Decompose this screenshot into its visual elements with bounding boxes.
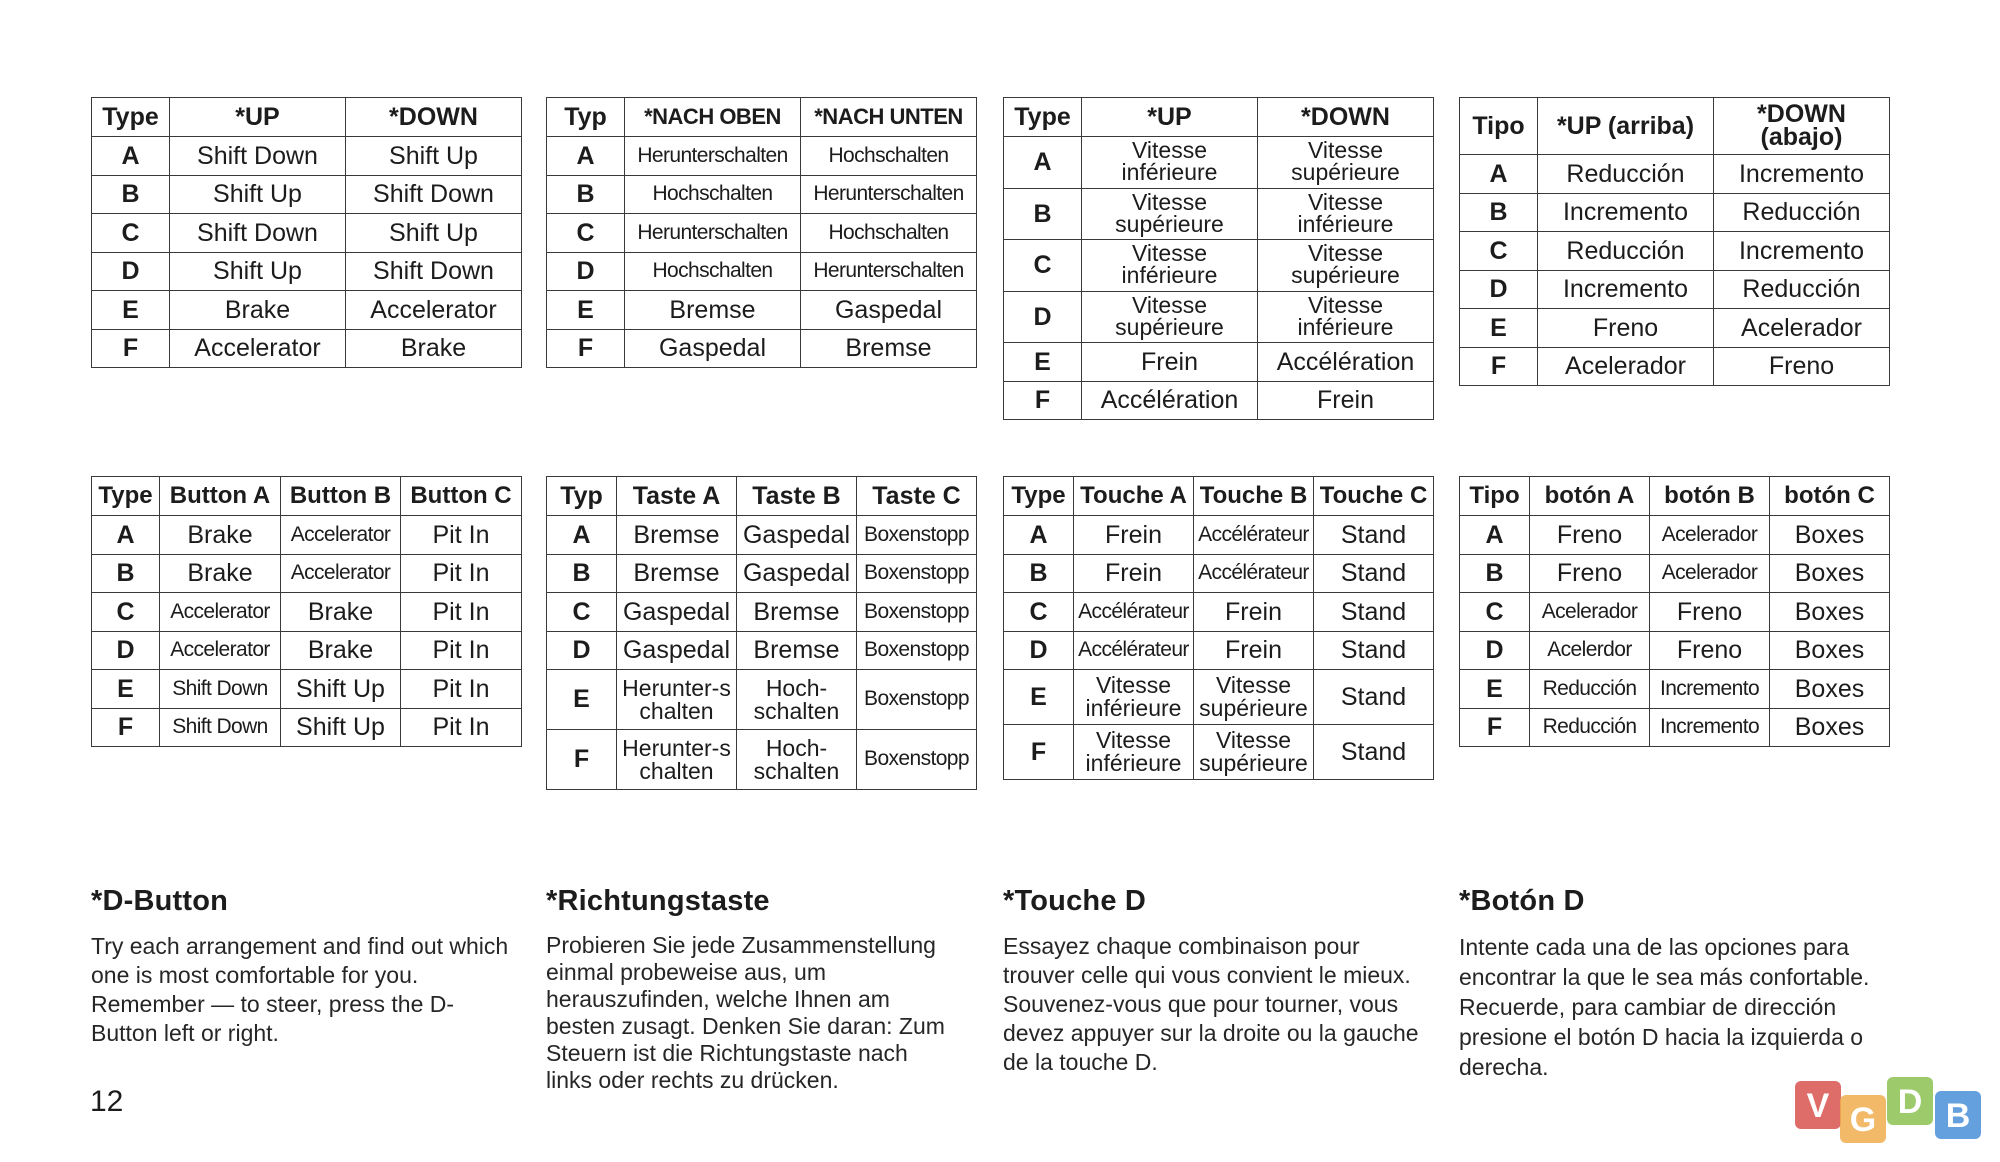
table-cell: Bremse: [617, 516, 737, 555]
section-heading: *Touche D: [1003, 885, 1147, 917]
table-cell: Brake: [170, 291, 346, 330]
table-row: [92, 137, 522, 176]
table-row: [1460, 670, 1890, 709]
type-cell: B: [1004, 188, 1082, 240]
type-cell: F: [1004, 725, 1074, 780]
table-cell: Brake: [346, 329, 522, 368]
type-cell: F: [1460, 708, 1530, 747]
type-cell: F: [92, 329, 170, 368]
type-cell: E: [1460, 670, 1530, 709]
table-header: *DOWN: [1258, 98, 1434, 137]
table-cell: Boxes: [1770, 554, 1890, 593]
updown-table-spanish: [1459, 97, 1890, 386]
table-row: [1004, 240, 1434, 292]
table-cell: Vitesse supérieure: [1082, 291, 1258, 343]
table-header: Touche B: [1194, 477, 1314, 516]
table-cell: Shift Down: [170, 137, 346, 176]
table-cell: Shift Up: [281, 708, 401, 747]
type-cell: B: [1004, 554, 1074, 593]
updown-table-french: [1003, 97, 1434, 420]
table-cell: Acelerdor: [1530, 631, 1650, 670]
table-cell: Stand: [1314, 631, 1434, 670]
table-cell: Brake: [160, 554, 281, 593]
table-cell: Accelerator: [170, 329, 346, 368]
section-body: Probieren Sie jede Zusammenstellung einmal probeweise aus, um herauszufinden, welche Ihnen am besten zusagt. Denken Sie daran: Zum Steuern ist die Richtungstaste nach links oder rechts zu drücken.: [546, 932, 945, 1093]
table-cell: Hoch-schalten: [737, 670, 857, 730]
table-row: [92, 631, 522, 670]
table-cell: Reducción: [1530, 708, 1650, 747]
section-body: Intente cada una de las opciones para encontrar la que le sea más confortable. Recuerde, para cambiar de dirección presione el botón D hacia la izquierda o derecha.: [1459, 934, 1870, 1080]
table-header: Button B: [281, 477, 401, 516]
table-row: [547, 291, 977, 330]
table-cell: Pit In: [401, 670, 522, 709]
table-cell: Hochschalten: [801, 137, 977, 176]
type-cell: E: [92, 670, 160, 709]
table-cell: Freno: [1530, 516, 1650, 555]
table-header: Type: [92, 477, 160, 516]
table-cell: Boxenstopp: [857, 670, 977, 730]
type-cell: B: [92, 554, 160, 593]
table-cell: Reducción: [1714, 193, 1890, 232]
table-cell: Brake: [281, 631, 401, 670]
table-header: Touche C: [1314, 477, 1434, 516]
table-cell: Acelerador: [1538, 347, 1714, 386]
table-header: Taste A: [617, 477, 737, 516]
table-cell: Accélération: [1258, 343, 1434, 382]
table-header: Taste C: [857, 477, 977, 516]
table-cell: Shift Down: [170, 214, 346, 253]
table-cell: Vitesse supérieure: [1082, 188, 1258, 240]
table-cell: Shift Up: [170, 252, 346, 291]
table-cell: Boxenstopp: [857, 730, 977, 790]
table-row: [1004, 188, 1434, 240]
table-row: [547, 329, 977, 368]
watermark-letter: V: [1806, 1087, 1830, 1125]
section-english: [91, 885, 531, 1048]
table-cell: Hoch-schalten: [737, 730, 857, 790]
table-cell: Stand: [1314, 670, 1434, 725]
table-cell: Freno: [1530, 554, 1650, 593]
table-row: [92, 291, 522, 330]
type-cell: D: [1460, 270, 1538, 309]
table-cell: Reducción: [1538, 232, 1714, 271]
table-cell: Gaspedal: [737, 516, 857, 555]
table-cell: Hochschalten: [801, 214, 977, 253]
type-cell: D: [1460, 631, 1530, 670]
watermark-tile-g: [1840, 1095, 1886, 1143]
table-header: *UP: [170, 98, 346, 137]
table-header: botón A: [1530, 477, 1650, 516]
table-header: botón B: [1650, 477, 1770, 516]
table-cell: Gaspedal: [801, 291, 977, 330]
type-cell: A: [1004, 137, 1082, 189]
table-cell: Acelerador: [1650, 516, 1770, 555]
watermark-letter: B: [1945, 1097, 1971, 1135]
table-cell: Stand: [1314, 593, 1434, 632]
table-row: [92, 593, 522, 632]
table-row: [1004, 554, 1434, 593]
table-row: [1460, 309, 1890, 348]
table-header: *NACH OBEN: [625, 98, 801, 137]
table-cell: Herunterschalten: [625, 137, 801, 176]
table-cell: Shift Down: [346, 252, 522, 291]
updown-table-german: [546, 97, 977, 368]
type-cell: C: [1004, 240, 1082, 292]
table-cell: Reducción: [1538, 155, 1714, 194]
type-cell: E: [1460, 309, 1538, 348]
type-cell: B: [1460, 193, 1538, 232]
table-row: [547, 175, 977, 214]
table-cell: Vitesse inférieure: [1258, 188, 1434, 240]
table-header: Typ: [547, 477, 617, 516]
section-german: [546, 885, 986, 1094]
table-cell: Acelerador: [1714, 309, 1890, 348]
type-cell: E: [547, 291, 625, 330]
table-header: Type: [1004, 98, 1082, 137]
table-cell: Incremento: [1714, 155, 1890, 194]
table-cell: Boxenstopp: [857, 554, 977, 593]
type-cell: F: [92, 708, 160, 747]
table-row: [1460, 516, 1890, 555]
table-cell: Vitesse inférieure: [1082, 240, 1258, 292]
type-cell: B: [547, 175, 625, 214]
table-cell: Accelerator: [160, 593, 281, 632]
table-cell: Accelerator: [281, 516, 401, 555]
type-cell: C: [92, 593, 160, 632]
type-cell: F: [547, 329, 625, 368]
table-row: [92, 708, 522, 747]
type-cell: E: [547, 670, 617, 730]
table-cell: Boxes: [1770, 593, 1890, 632]
table-cell: Boxenstopp: [857, 516, 977, 555]
type-cell: A: [547, 516, 617, 555]
section-french: [1003, 885, 1443, 1077]
table-cell: Frein: [1074, 516, 1194, 555]
section-heading: *D-Button: [91, 885, 229, 917]
table-row: [1004, 593, 1434, 632]
table-row: [547, 252, 977, 291]
table-cell: Boxenstopp: [857, 593, 977, 632]
button-table-spanish: [1459, 476, 1890, 747]
type-cell: B: [1460, 554, 1530, 593]
table-row: [547, 670, 977, 730]
table-row: [92, 554, 522, 593]
type-cell: B: [92, 175, 170, 214]
button-table-english: [91, 476, 522, 747]
type-cell: C: [547, 593, 617, 632]
table-cell: Frein: [1074, 554, 1194, 593]
table-cell: Stand: [1314, 516, 1434, 555]
table-cell: Vitesse inférieure: [1074, 670, 1194, 725]
type-cell: E: [1004, 343, 1082, 382]
table-cell: Gaspedal: [617, 593, 737, 632]
table-header: *UP: [1082, 98, 1258, 137]
table-cell: Hochschalten: [625, 175, 801, 214]
section-spanish: [1459, 885, 1899, 1082]
table-row: [547, 730, 977, 790]
table-cell: Incremento: [1650, 670, 1770, 709]
table-cell: Incremento: [1538, 193, 1714, 232]
table-header: Type: [1004, 477, 1074, 516]
table-row: [1004, 725, 1434, 780]
table-cell: Vitesse inférieure: [1082, 137, 1258, 189]
table-cell: Frein: [1194, 593, 1314, 632]
table-cell: Gaspedal: [625, 329, 801, 368]
table-row: [547, 554, 977, 593]
type-cell: C: [92, 214, 170, 253]
table-cell: Pit In: [401, 708, 522, 747]
table-row: [547, 516, 977, 555]
table-cell: Pit In: [401, 593, 522, 632]
table-cell: Stand: [1314, 554, 1434, 593]
table-cell: Accelerator: [160, 631, 281, 670]
table-row: [1004, 343, 1434, 382]
button-table-german: [546, 476, 977, 790]
table-cell: Shift Up: [346, 137, 522, 176]
table-cell: Bremse: [737, 593, 857, 632]
table-row: [547, 593, 977, 632]
type-cell: A: [92, 137, 170, 176]
table-cell: Brake: [281, 593, 401, 632]
table-cell: Hochschalten: [625, 252, 801, 291]
table-header: Touche A: [1074, 477, 1194, 516]
type-cell: A: [1004, 516, 1074, 555]
table-cell: Gaspedal: [737, 554, 857, 593]
table-cell: Bremse: [617, 554, 737, 593]
type-cell: C: [1460, 593, 1530, 632]
type-cell: A: [1460, 516, 1530, 555]
table-row: [1004, 137, 1434, 189]
table-cell: Incremento: [1538, 270, 1714, 309]
table-cell: Reducción: [1530, 670, 1650, 709]
table-cell: Accélérateur: [1194, 554, 1314, 593]
table-row: [547, 137, 977, 176]
section-heading: *Richtungstaste: [546, 885, 770, 917]
table-cell: Shift Up: [170, 175, 346, 214]
table-row: [1004, 291, 1434, 343]
table-cell: Freno: [1650, 631, 1770, 670]
table-cell: Freno: [1714, 347, 1890, 386]
table-cell: Incremento: [1650, 708, 1770, 747]
watermark-letter: D: [1897, 1083, 1923, 1121]
table-cell: Bremse: [625, 291, 801, 330]
table-row: [1460, 347, 1890, 386]
type-cell: E: [92, 291, 170, 330]
table-header: Button C: [401, 477, 522, 516]
table-row: [92, 214, 522, 253]
watermark-tile-v: [1795, 1081, 1841, 1129]
table-cell: Accélération: [1082, 381, 1258, 420]
table-cell: Frein: [1082, 343, 1258, 382]
table-cell: Frein: [1194, 631, 1314, 670]
table-header: Button A: [160, 477, 281, 516]
table-cell: Vitesse inférieure: [1074, 725, 1194, 780]
table-cell: Vitesse supérieure: [1258, 137, 1434, 189]
table-cell: Pit In: [401, 631, 522, 670]
table-cell: Bremse: [737, 631, 857, 670]
table-cell: Shift Down: [160, 670, 281, 709]
table-cell: Accélérateur: [1074, 593, 1194, 632]
table-row: [1460, 554, 1890, 593]
table-cell: Acelerador: [1530, 593, 1650, 632]
table-row: [92, 252, 522, 291]
table-row: [1460, 631, 1890, 670]
type-cell: D: [92, 252, 170, 291]
watermark-tile-d: [1887, 1077, 1933, 1125]
table-cell: Stand: [1314, 725, 1434, 780]
table-cell: Bremse: [801, 329, 977, 368]
type-cell: D: [1004, 631, 1074, 670]
table-cell: Shift Up: [281, 670, 401, 709]
table-header: Type: [92, 98, 170, 137]
table-cell: Frein: [1258, 381, 1434, 420]
type-cell: E: [1004, 670, 1074, 725]
table-header: Typ: [547, 98, 625, 137]
table-cell: Vitesse inférieure: [1258, 291, 1434, 343]
type-cell: D: [547, 252, 625, 291]
table-header: *DOWN (abajo): [1714, 98, 1890, 155]
table-cell: Accélérateur: [1074, 631, 1194, 670]
type-cell: B: [547, 554, 617, 593]
table-cell: Freno: [1650, 593, 1770, 632]
type-cell: D: [1004, 291, 1082, 343]
type-cell: C: [547, 214, 625, 253]
table-row: [1460, 708, 1890, 747]
section-body: Try each arrangement and find out which one is most comfortable for you. Remember — to steer, press the D-Button left or right.: [91, 933, 509, 1046]
table-cell: Brake: [160, 516, 281, 555]
table-cell: Accélérateur: [1194, 516, 1314, 555]
table-cell: Accelerator: [346, 291, 522, 330]
table-cell: Shift Down: [346, 175, 522, 214]
page-number: 12: [90, 1085, 124, 1118]
table-header: botón C: [1770, 477, 1890, 516]
table-row: [1460, 193, 1890, 232]
table-cell: Pit In: [401, 554, 522, 593]
table-cell: Acelerador: [1650, 554, 1770, 593]
type-cell: A: [547, 137, 625, 176]
table-cell: Herunterschalten: [801, 252, 977, 291]
table-cell: Vitesse supérieure: [1258, 240, 1434, 292]
table-row: [92, 175, 522, 214]
type-cell: F: [1004, 381, 1082, 420]
table-cell: Boxes: [1770, 670, 1890, 709]
table-cell: Herunterschalten: [801, 175, 977, 214]
type-cell: C: [1004, 593, 1074, 632]
table-row: [1460, 593, 1890, 632]
table-row: [1004, 631, 1434, 670]
table-cell: Shift Down: [160, 708, 281, 747]
type-cell: C: [1460, 232, 1538, 271]
table-row: [547, 214, 977, 253]
table-header: Taste B: [737, 477, 857, 516]
table-header: *UP (arriba): [1538, 98, 1714, 155]
type-cell: D: [92, 631, 160, 670]
table-cell: Reducción: [1714, 270, 1890, 309]
type-cell: A: [92, 516, 160, 555]
table-header: *NACH UNTEN: [801, 98, 977, 137]
table-row: [1004, 670, 1434, 725]
button-table-french: [1003, 476, 1434, 780]
section-heading: *Botón D: [1459, 885, 1585, 917]
table-row: [92, 670, 522, 709]
table-header: Tipo: [1460, 98, 1538, 155]
table-cell: Herunter-schalten: [617, 670, 737, 730]
table-header: *DOWN: [346, 98, 522, 137]
watermark-letter: G: [1849, 1101, 1877, 1139]
table-cell: Boxes: [1770, 708, 1890, 747]
table-cell: Herunter-schalten: [617, 730, 737, 790]
type-cell: F: [547, 730, 617, 790]
vgdb-watermark-logo: [1795, 1075, 1995, 1145]
table-row: [1004, 381, 1434, 420]
table-cell: Herunterschalten: [625, 214, 801, 253]
table-row: [1460, 270, 1890, 309]
table-cell: Boxes: [1770, 631, 1890, 670]
table-cell: Pit In: [401, 516, 522, 555]
table-row: [92, 329, 522, 368]
table-row: [547, 631, 977, 670]
table-cell: Gaspedal: [617, 631, 737, 670]
table-cell: Freno: [1538, 309, 1714, 348]
table-row: [1004, 516, 1434, 555]
type-cell: A: [1460, 155, 1538, 194]
table-cell: Accelerator: [281, 554, 401, 593]
table-row: [1460, 232, 1890, 271]
table-cell: Shift Up: [346, 214, 522, 253]
table-cell: Boxes: [1770, 516, 1890, 555]
table-cell: Vitesse supérieure: [1194, 725, 1314, 780]
type-cell: F: [1460, 347, 1538, 386]
updown-table-english: [91, 97, 522, 368]
watermark-tile-b: [1935, 1091, 1981, 1139]
table-cell: Boxenstopp: [857, 631, 977, 670]
type-cell: D: [547, 631, 617, 670]
table-cell: Vitesse supérieure: [1194, 670, 1314, 725]
table-row: [92, 516, 522, 555]
table-header: Tipo: [1460, 477, 1530, 516]
table-row: [1460, 155, 1890, 194]
table-cell: Incremento: [1714, 232, 1890, 271]
section-body: Essayez chaque combinaison pour trouver celle qui vous convient le mieux. Souvenez-vous que pour tourner, vous devez appuyer sur la droite ou la gauche de la touche D.: [1003, 933, 1419, 1075]
